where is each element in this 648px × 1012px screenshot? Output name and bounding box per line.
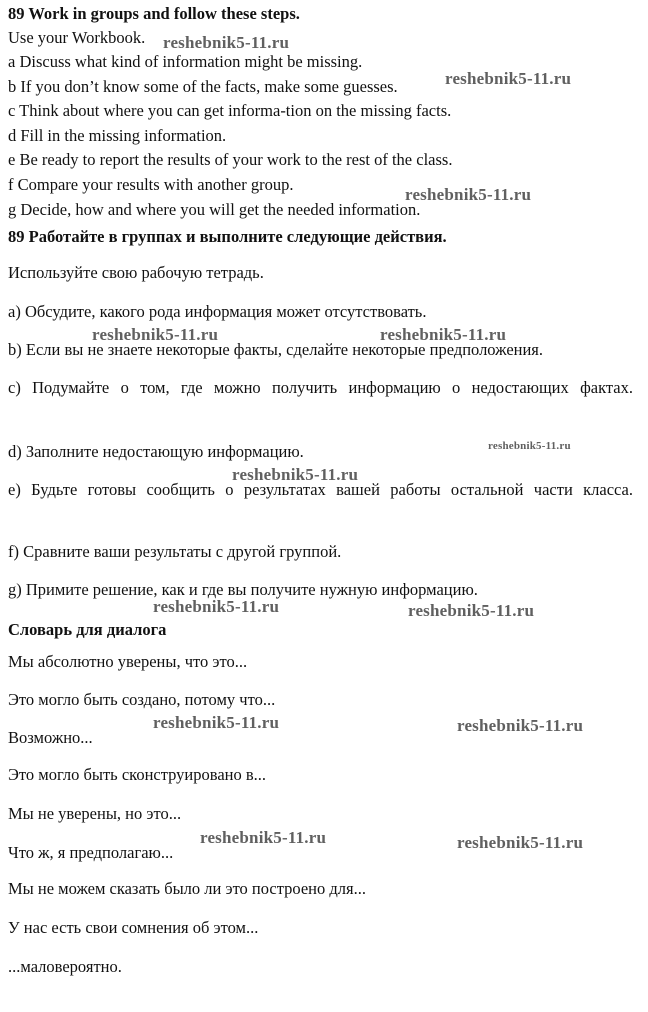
vocabulary-phrase: Мы не можем сказать было ли это построено для...: [8, 879, 366, 898]
russian-step: d) Заполните недостающую информацию.: [8, 442, 304, 461]
russian-step: a) Обсудите, какого рода информация может отсутствовать.: [8, 302, 427, 321]
watermark: reshebnik5-11.ru: [153, 597, 280, 616]
vocabulary-heading: Словарь для диалога: [8, 620, 167, 639]
russian-step: g) Примите решение, как и где вы получите нужную информацию.: [8, 580, 478, 599]
watermark: reshebnik5-11.ru: [408, 601, 535, 620]
vocabulary-phrase: Мы абсолютно уверены, что это...: [8, 652, 248, 671]
watermark: reshebnik5-11.ru: [92, 325, 219, 344]
vocabulary-phrase: ...маловероятно.: [8, 957, 122, 976]
vocabulary-phrase: Это могло быть создано, потому что...: [8, 690, 276, 709]
english-line: f Compare your results with another group.: [8, 175, 294, 194]
english-line: c Think about where you can get informa-tion on the missing facts.: [8, 101, 452, 120]
watermark: reshebnik5-11.ru: [457, 716, 584, 735]
watermark: reshebnik5-11.ru: [200, 828, 327, 847]
russian-step: c) Подумайте о том, где можно получить информацию о недостающих фактах.: [8, 378, 633, 397]
watermark: reshebnik5-11.ru: [405, 185, 532, 204]
english-heading: 89 Work in groups and follow these steps.: [8, 4, 300, 23]
vocabulary-phrase: Мы не уверены, но это...: [8, 804, 182, 823]
watermark: reshebnik5-11.ru: [153, 713, 280, 732]
vocabulary-phrase: Это могло быть сконструировано в...: [8, 765, 267, 784]
watermark: reshebnik5-11.ru: [163, 33, 290, 52]
russian-step: b) Если вы не знаете некоторые факты, сделайте некоторые предположения.: [8, 340, 544, 359]
watermark: reshebnik5-11.ru: [488, 440, 571, 452]
watermark: reshebnik5-11.ru: [445, 69, 572, 88]
vocabulary-phrase: Что ж, я предполагаю...: [8, 843, 174, 862]
vocabulary-phrase: Возможно...: [8, 728, 93, 747]
english-line: g Decide, how and where you will get the needed information.: [8, 200, 421, 219]
russian-step: e) Будьте готовы сообщить о результатах вашей работы остальной части класса.: [8, 480, 633, 499]
english-line: Use your Workbook.: [8, 28, 146, 47]
watermark: reshebnik5-11.ru: [380, 325, 507, 344]
english-line: e Be ready to report the results of your work to the rest of the class.: [8, 150, 453, 169]
english-line: d Fill in the missing information.: [8, 126, 227, 145]
watermark: reshebnik5-11.ru: [457, 833, 584, 852]
russian-heading: 89 Работайте в группах и выполните следующие действия.: [8, 227, 447, 246]
watermark: reshebnik5-11.ru: [232, 465, 359, 484]
english-line: a Discuss what kind of information might be missing.: [8, 52, 363, 71]
russian-step: f) Сравните ваши результаты с другой группой.: [8, 542, 342, 561]
russian-intro: Используйте свою рабочую тетрадь.: [8, 263, 264, 282]
english-line: b If you don’t know some of the facts, make some guesses.: [8, 77, 398, 96]
vocabulary-phrase: У нас есть свои сомнения об этом...: [8, 918, 259, 937]
